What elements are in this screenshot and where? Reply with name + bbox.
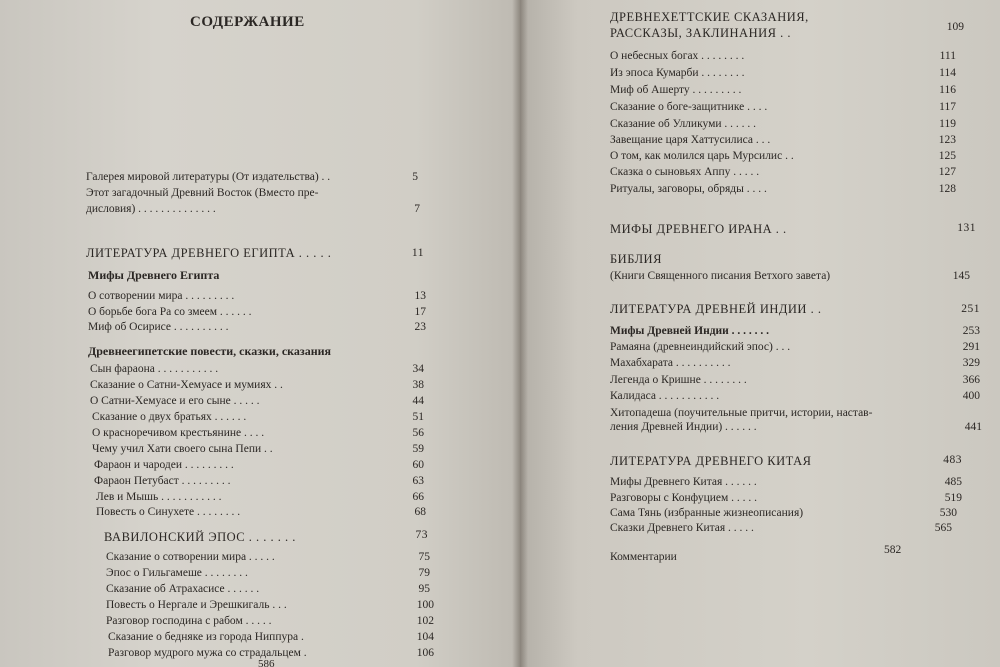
toc-entry xyxy=(90,378,424,392)
entry-title: Рамаяна (древнеиндийский эпос) . . . xyxy=(610,341,791,353)
toc-entry xyxy=(108,646,434,660)
entry-title: Чему учил Хати своего сына Пепи . . xyxy=(92,443,273,455)
toc-entry xyxy=(610,356,980,370)
entry-page: 56 xyxy=(412,427,424,439)
entry-title: Повесть о Синухете . . . . . . . . xyxy=(96,506,241,518)
entry-title: (Книги Священного писания Ветхого завета) xyxy=(610,270,831,282)
toc-entry xyxy=(610,66,956,80)
entry-title: Миф об Осирисе . . . . . . . . . . xyxy=(88,321,229,333)
entry-page: 109 xyxy=(946,21,964,33)
entry-title: Фараон Петубаст . . . . . . . . . xyxy=(94,475,231,487)
entry-title: Сказание о сотворении мира . . . . . xyxy=(106,551,275,563)
entry-page: 291 xyxy=(962,341,980,353)
toc-entry xyxy=(86,202,420,216)
entry-title: Завещание царя Хаттусилиса . . . xyxy=(610,134,771,146)
right-page xyxy=(520,0,1000,667)
entry-page: 253 xyxy=(962,325,980,337)
entry-page: 119 xyxy=(939,118,956,130)
entry-title: О том, как молился царь Мурсилис . . xyxy=(610,150,794,162)
section-heading-china xyxy=(610,454,962,469)
toc-entry xyxy=(610,165,956,179)
toc-entry xyxy=(88,289,426,303)
section-heading-hittite-cont xyxy=(610,26,791,41)
toc-entry xyxy=(610,83,956,97)
toc-entry xyxy=(610,324,980,338)
section-page: 131 xyxy=(957,222,976,234)
entry-page: 111 xyxy=(939,50,956,62)
entry-title: О красноречивом крестьянине . . . . xyxy=(92,427,265,439)
section-heading-egypt xyxy=(86,246,424,261)
page-title: СОДЕРЖАНИЕ xyxy=(190,14,305,30)
toc-entry xyxy=(88,305,426,319)
entry-page: 582 xyxy=(884,544,902,556)
section-title: МИФЫ ДРЕВНЕГО ИРАНА . . xyxy=(610,222,787,236)
entry-page: 565 xyxy=(934,522,952,534)
entry-page: 75 xyxy=(418,551,430,563)
toc-entry xyxy=(94,474,424,488)
entry-title: дисловия) . . . . . . . . . . . . . . xyxy=(86,203,216,215)
section-heading-bible xyxy=(610,252,662,267)
entry-page: 79 xyxy=(418,567,430,579)
entry-title: О сотворении мира . . . . . . . . . xyxy=(88,290,235,302)
entry-page: 102 xyxy=(416,615,434,627)
toc-entry xyxy=(88,320,426,334)
toc-entry xyxy=(610,269,970,283)
entry-title: О Сатни-Хемуасе и его сыне . . . . . xyxy=(90,395,260,407)
entry-page: 329 xyxy=(962,357,980,369)
toc-entry xyxy=(610,133,956,147)
entry-title: Калидаса . . . . . . . . . . . xyxy=(610,390,720,402)
entry-page: 127 xyxy=(938,166,956,178)
entry-title: Сын фараона . . . . . . . . . . . xyxy=(90,363,219,375)
entry-page: 441 xyxy=(964,421,982,433)
entry-title: Комментарии xyxy=(610,551,677,563)
toc-entry xyxy=(610,100,956,114)
entry-page: 519 xyxy=(944,492,962,504)
entry-page: 485 xyxy=(944,476,962,488)
toc-entry xyxy=(610,420,982,434)
entry-page: 44 xyxy=(412,395,424,407)
entry-title: Разговор мудрого мужа со страдальцем . xyxy=(108,647,307,659)
toc-entry xyxy=(106,598,434,612)
toc-entry xyxy=(610,389,980,403)
entry-title: Мифы Древнего Китая . . . . . . xyxy=(610,476,757,488)
comments-page xyxy=(884,543,901,557)
entry-title: Повесть о Нергале и Эрешкигаль . . . xyxy=(106,599,287,611)
entry-title: Ритуалы, заговоры, обряды . . . . xyxy=(610,183,767,195)
entry-page: 123 xyxy=(938,134,956,146)
section-title: БИБЛИЯ xyxy=(610,252,662,266)
entry-page: 128 xyxy=(938,183,956,195)
entry-page: 114 xyxy=(939,67,956,79)
entry-title: Миф об Ашерту . . . . . . . . . xyxy=(610,84,742,96)
toc-entry xyxy=(106,566,430,580)
toc-entry xyxy=(96,490,424,504)
section-title: ВАВИЛОНСКИЙ ЭПОС . . . . . . . xyxy=(104,530,296,544)
entry-title: Сказка о сыновьях Аппу . . . . . xyxy=(610,166,760,178)
entry-title: Галерея мировой литературы (От издательства) . . xyxy=(86,171,331,183)
entry-page: 145 xyxy=(952,270,970,282)
toc-entry xyxy=(86,170,418,184)
entry-page: 400 xyxy=(962,390,980,402)
section-page: 11 xyxy=(411,247,424,259)
section-page: 73 xyxy=(415,529,428,541)
subsection-heading: Древнеегипетские повести, сказки, сказания xyxy=(88,344,332,358)
entry-page: 23 xyxy=(414,321,426,333)
entry-title: Лев и Мышь . . . . . . . . . . . xyxy=(96,491,222,503)
section-heading-iran xyxy=(610,222,976,237)
toc-entry xyxy=(610,117,956,131)
entry-title: О небесных богах . . . . . . . . xyxy=(610,50,745,62)
entry-title: Сказки Древнего Китая . . . . . xyxy=(610,522,754,534)
toc-entry xyxy=(90,394,424,408)
entry-page: 7 xyxy=(414,203,420,215)
entry-title: Сказание об Атрахасисе . . . . . . xyxy=(106,583,260,595)
entry-title: ления Древней Индии) . . . . . . xyxy=(610,421,757,433)
toc-entry xyxy=(610,373,980,387)
entry-page: 104 xyxy=(416,631,434,643)
entry-page: 100 xyxy=(416,599,434,611)
entry-title: Хитопадеша (поучительные притчи, истории, настав- xyxy=(610,407,873,419)
entry-title: Разговор господина с рабом . . . . . xyxy=(106,615,272,627)
entry-title: О борьбе бога Ра со змеем . . . . . . xyxy=(88,306,252,318)
toc-entry xyxy=(106,614,434,628)
section-title: РАССКАЗЫ, ЗАКЛИНАНИЯ . . xyxy=(610,26,791,40)
section-title: ДРЕВНЕХЕТТСКИЕ СКАЗАНИЯ, xyxy=(610,10,809,24)
toc-entry-comments xyxy=(610,550,677,564)
entry-page: 106 xyxy=(416,647,434,659)
toc-entry xyxy=(96,505,426,519)
toc-entry xyxy=(610,182,956,196)
toc-entry xyxy=(610,506,957,520)
section-title: ЛИТЕРАТУРА ДРЕВНЕГО КИТАЯ xyxy=(610,454,812,468)
entry-title: Сказание о бедняке из города Ниппура . xyxy=(108,631,304,643)
entry-page: 117 xyxy=(939,101,956,113)
toc-entry xyxy=(106,550,430,564)
toc-entry xyxy=(92,442,424,456)
entry-title: Махабхарата . . . . . . . . . . xyxy=(610,357,731,369)
section-page: 251 xyxy=(961,303,980,315)
book-gutter xyxy=(512,0,528,667)
entry-page: 38 xyxy=(412,379,424,391)
toc-entry xyxy=(92,426,424,440)
toc-entry xyxy=(94,458,424,472)
entry-title: Сказание об Улликуми . . . . . . xyxy=(610,118,757,130)
entry-title: Из эпоса Кумарби . . . . . . . . xyxy=(610,67,745,79)
toc-entry xyxy=(610,149,956,163)
toc-entry xyxy=(610,475,962,489)
toc-entry xyxy=(610,491,962,505)
entry-page: 17 xyxy=(414,306,426,318)
section-heading-babylon xyxy=(104,529,428,545)
entry-title: Сказание о Сатни-Хемуасе и мумиях . . xyxy=(90,379,283,391)
toc-entry xyxy=(106,582,430,596)
toc-entry xyxy=(86,186,318,200)
section-heading-hittite xyxy=(610,10,809,25)
toc-entry xyxy=(90,362,424,376)
entry-page: 34 xyxy=(412,363,424,375)
page-number: 586 xyxy=(258,658,275,667)
entry-title: Сказание о боге-защитнике . . . . xyxy=(610,101,768,113)
entry-page: 366 xyxy=(962,374,980,386)
entry-title: Легенда о Кришне . . . . . . . . xyxy=(610,374,747,386)
toc-entry xyxy=(610,406,872,420)
entry-page: 5 xyxy=(412,171,418,183)
entry-title: Эпос о Гильгамеше . . . . . . . . xyxy=(106,567,248,579)
entry-page: 68 xyxy=(414,506,426,518)
entry-title: Фараон и чародеи . . . . . . . . . xyxy=(94,459,234,471)
section-heading-india xyxy=(610,302,980,317)
entry-page: 95 xyxy=(418,583,430,595)
subsection-heading: Мифы Древнего Египта xyxy=(88,268,220,282)
entry-title: Разговоры с Конфуцием . . . . . xyxy=(610,492,758,504)
entry-page: 13 xyxy=(414,290,426,302)
entry-title: Мифы Древней Индии . . . . . . . xyxy=(610,325,770,337)
entry-page: 51 xyxy=(412,411,424,423)
entry-page: 60 xyxy=(412,459,424,471)
entry-title: Этот загадочный Древний Восток (Вместо пре- xyxy=(86,187,319,199)
entry-page: 59 xyxy=(412,443,424,455)
toc-entry xyxy=(610,340,980,354)
entry-page: 530 xyxy=(939,507,957,519)
toc-entry xyxy=(610,49,956,63)
section-page: 483 xyxy=(943,454,962,466)
entry-title: Сказание о двух братьях . . . . . . xyxy=(92,411,247,423)
entry-title: Сама Тянь (избранные жизнеописания) xyxy=(610,507,804,519)
toc-entry xyxy=(108,630,434,644)
entry-page: 63 xyxy=(412,475,424,487)
entry-page: 66 xyxy=(412,491,424,503)
section-title: ЛИТЕРАТУРА ДРЕВНЕГО ЕГИПТА . . . . . xyxy=(86,246,332,260)
entry-page: 116 xyxy=(939,84,956,96)
section-title: ЛИТЕРАТУРА ДРЕВНЕЙ ИНДИИ . . xyxy=(610,302,822,316)
toc-entry xyxy=(610,521,952,535)
toc-entry xyxy=(92,410,424,424)
entry-page: 125 xyxy=(938,150,956,162)
